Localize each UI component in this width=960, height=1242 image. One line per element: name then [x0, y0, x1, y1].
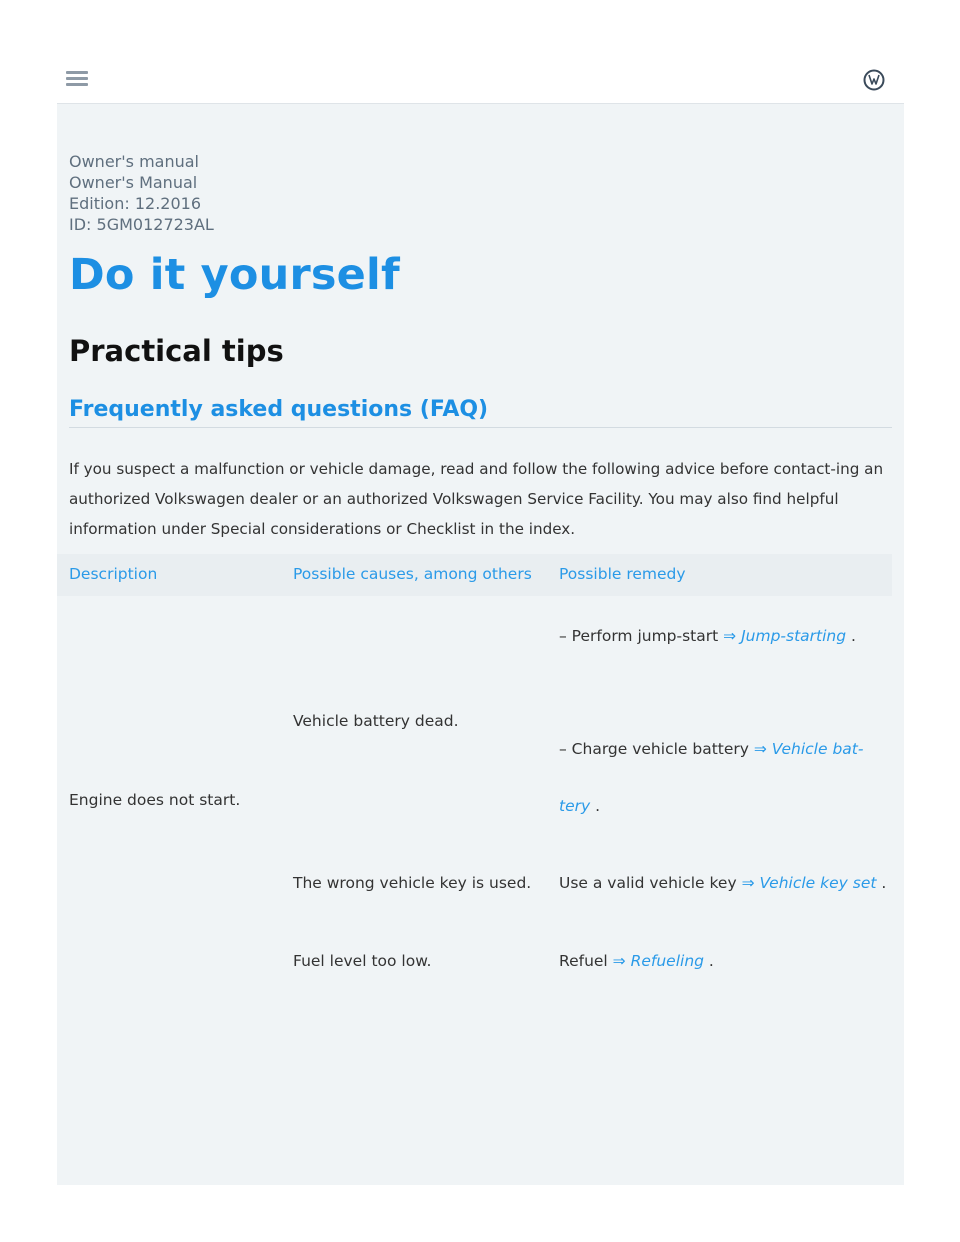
remedy-text: Refuel: [559, 952, 608, 970]
remedy-end: .: [708, 952, 714, 970]
remedy-cell: [559, 950, 714, 972]
column-header-description: Description: [69, 565, 158, 583]
column-header-causes: Possible causes, among others: [293, 565, 532, 583]
meta-line: Owner's manual: [69, 152, 199, 171]
table-header: [57, 554, 892, 596]
remedy-end: .: [851, 627, 856, 645]
subsection-title: Frequently asked questions (FAQ): [69, 397, 489, 422]
cause-cell: The wrong vehicle key is used.: [293, 874, 532, 892]
remedy-cell: [559, 872, 886, 894]
chapter-title: Do it yourself: [69, 250, 400, 300]
cause-cell: Vehicle battery dead.: [293, 712, 459, 730]
intro-paragraph: If you suspect a malfunction or vehicle damage, read and follow the following advice before contact-ing an authorized Volkswagen dealer or an authorized Volkswagen Service Facility. You may also find helpful information under Special considerations or Checklist in the index.: [69, 460, 884, 538]
remedy-text: – Perform jump-start: [559, 627, 719, 645]
jump-starting-link[interactable]: ⇒ Jump-starting: [723, 627, 847, 645]
meta-line: Owner's Manual: [69, 173, 198, 192]
meta-line: ID: 5GM012723AL: [69, 215, 214, 234]
manual-page: [57, 104, 904, 1185]
remedy-cell-continued: [559, 795, 600, 817]
vehicle-battery-link[interactable]: ⇒ Vehicle bat-: [753, 740, 864, 758]
cause-cell: Fuel level too low.: [293, 952, 432, 970]
remedy-end: .: [595, 797, 601, 815]
remedy-text: Use a valid vehicle key: [559, 874, 737, 892]
document-meta: [69, 151, 214, 235]
vehicle-battery-link-continued[interactable]: tery: [559, 797, 591, 815]
meta-line: Edition: 12.2016: [69, 194, 201, 213]
description-cell: Engine does not start.: [69, 791, 241, 809]
remedy-cell: [559, 738, 863, 760]
hamburger-menu-icon[interactable]: [66, 69, 88, 89]
refueling-link[interactable]: ⇒ Refueling: [612, 952, 704, 970]
remedy-text: – Charge vehicle battery: [559, 740, 749, 758]
heading-divider: [69, 427, 892, 428]
remedy-end: .: [881, 874, 887, 892]
top-bar: [57, 57, 904, 104]
remedy-cell: [559, 625, 856, 647]
vehicle-key-set-link[interactable]: ⇒ Vehicle key set: [741, 874, 877, 892]
vw-logo-icon[interactable]: [863, 69, 885, 91]
column-header-remedy: Possible remedy: [559, 565, 686, 583]
section-title: Practical tips: [69, 334, 284, 368]
